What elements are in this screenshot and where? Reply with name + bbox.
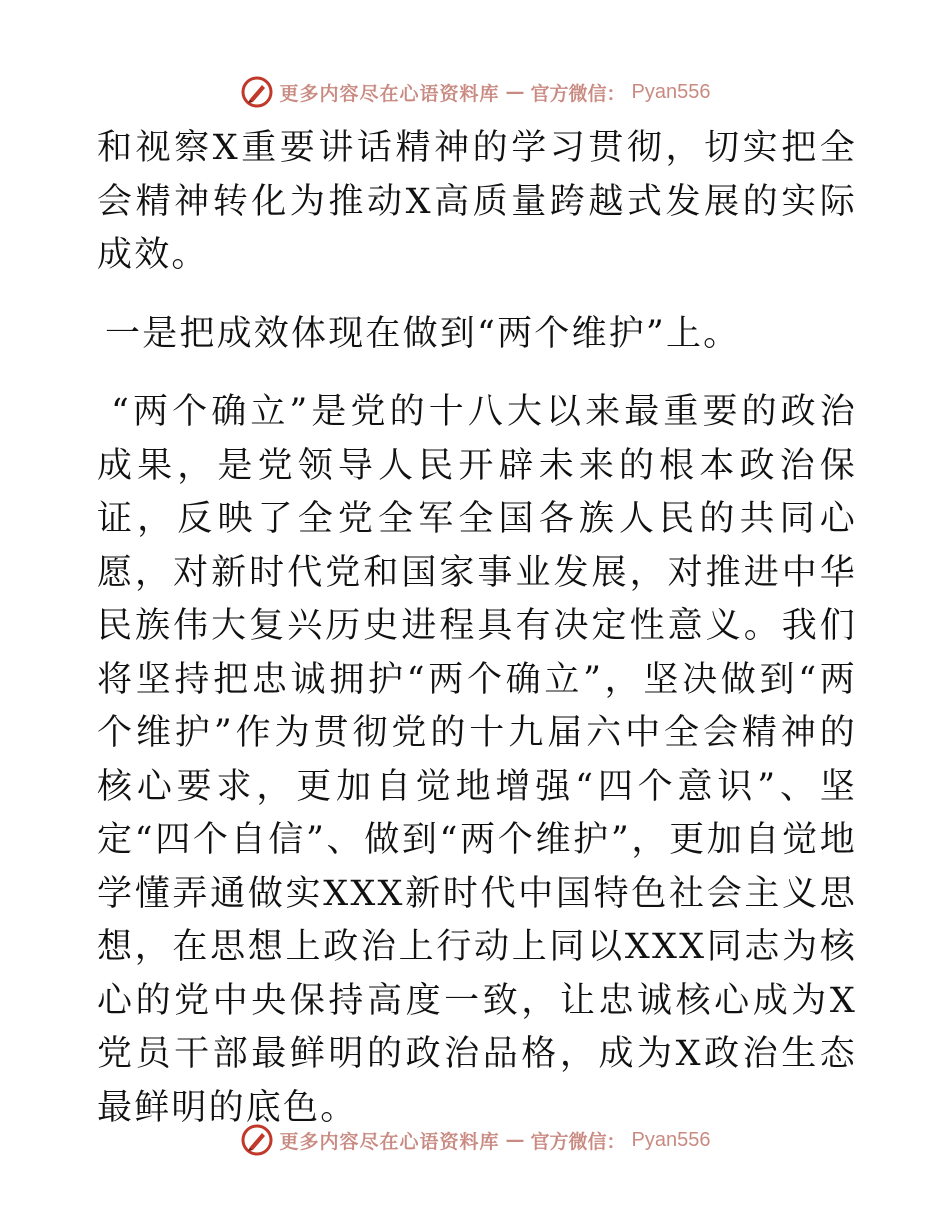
watermark-wechat-id: Pyan556 [631,1128,711,1151]
body-paragraph-1: 和视察X重要讲话精神的学习贯彻，切实把全会精神转化为推动X高质量跨越式发展的实际成效。 [97,128,857,275]
section-heading: 一是把成效体现在做到“两个维护”上。 [105,313,741,354]
document-body [97,122,857,1135]
footer-watermark [0,1120,950,1160]
pen-logo-icon [240,1123,274,1157]
watermark-site-text: 更多内容尽在心语资料库 [279,82,500,105]
watermark-dash: — [505,81,525,103]
body-paragraph-2: “两个确立”是党的十八大以来最重要的政治成果，是党领导人民开辟未来的根本政治保证，反映了全党全军全国各族人民的共同心愿，对新时代党和国家事业发展，对推进中华民族伟大复兴历史进程具有决定性意义。我们将坚持把忠诚拥护“两个确立”，坚决做到“两个维护”作为贯彻党的十九届六中全会精神的核心要求，更加自觉地增强“四个意识”、坚定“四个自信”、做到“两个维护”，更加自觉地学懂弄通做实XXX新时代中国特色社会主义思想，在思想上政治上行动上同以XXX同志为核心的党中央保持高度一致，让忠诚核心成为X党员干部最鲜明的政治品格，成为X政治生态最鲜明的底色。 [97,392,857,1128]
pen-logo-icon [240,75,274,109]
watermark-site-text: 更多内容尽在心语资料库 [279,1130,500,1153]
watermark-wechat-id: Pyan556 [631,80,711,103]
watermark-official-label: 官方微信： [530,1130,626,1153]
watermark-official-label: 官方微信： [530,82,626,105]
header-watermark [0,72,950,112]
watermark-dash: — [505,1129,525,1151]
